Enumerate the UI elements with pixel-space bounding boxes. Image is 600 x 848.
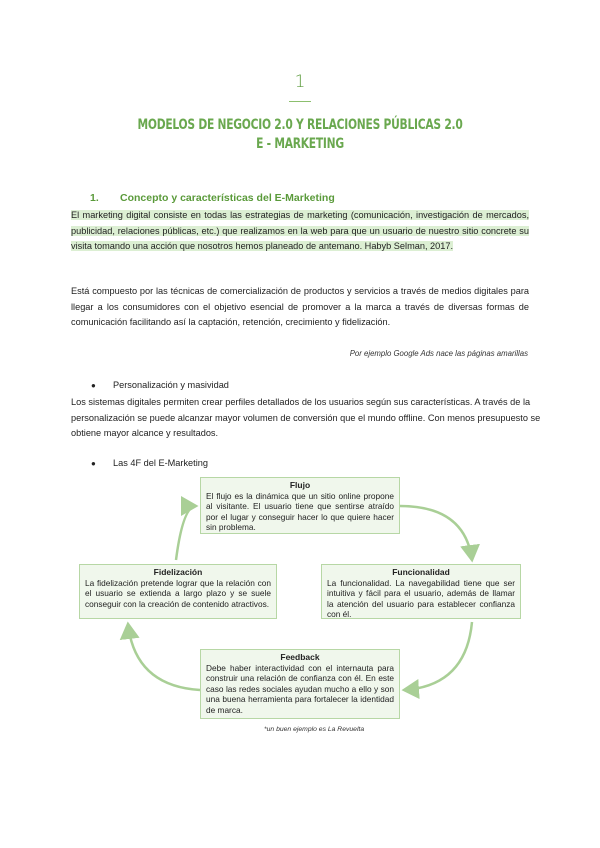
diagram-caption: *un buen ejemplo es La Revuelta (264, 726, 365, 733)
arrow-flujo-funcionalidad (400, 506, 472, 560)
section-title: Concepto y características del E-Marketing (120, 192, 335, 204)
example-note: Por ejemplo Google Ads nace las páginas amarillas (349, 349, 528, 358)
flujo-title: Flujo (289, 480, 311, 490)
composition-paragraph: Está compuesto por las técnicas de comercialización de productos y servicios a través de medios digitales para llegar a los consumidores con el objetivo esencial de promover a la marca a través de diversas formas de comunicación facilitando así la captación, retención, crecimiento y fidelización. (71, 286, 529, 327)
funcionalidad-title: Funcionalidad (392, 567, 450, 577)
personalization-paragraph: Los sistemas digitales permiten crear perfiles detallados de los usuarios según sus características. A través de la personalización se puede alcanzar mayor volumen de conversión que el mundo offline. Con menos presupuesto se obtiene mayor alcance y resultados. (71, 397, 541, 438)
highlighted-definition: El marketing digital consiste en todas las estrategias de marketing (comunicación, investigación de mercados, publicidad, relaciones públicas, etc.) que realizamos en la web para que un usuario de nuestro sitio concrete su visita tomando una acción que nosotros hemos planeado de antemano. Habyb Selman, 2017. (71, 210, 529, 251)
fidelizacion-title: Fidelización (153, 567, 203, 577)
feedback-box (200, 649, 400, 719)
funcionalidad-box (321, 564, 521, 619)
bullet-label: Las 4F del E-Marketing (113, 458, 208, 468)
arrow-funcionalidad-feedback (404, 622, 472, 690)
arrow-fidelizacion-flujo (176, 506, 196, 560)
bullet-dot-icon: ● (91, 381, 96, 390)
page-number: 1 (294, 72, 306, 92)
document-subtitle: E - MARKETING (256, 136, 344, 152)
section-number: 1. (90, 192, 99, 204)
flujo-box (200, 477, 400, 534)
funcionalidad-text: La funcionalidad. La navegabilidad tiene que ser intuitiva y fácil para el usuario, además de llamar la atención del usuario para establecer confianza con él. (327, 577, 515, 619)
document-title: MODELOS DE NEGOCIO 2.0 Y RELACIONES PÚBLICAS 2.0 (137, 117, 463, 133)
feedback-text: Debe haber interactividad con el internauta para construir una relación de confianza con él. En este caso las redes sociales ayudan mucho a ello y son una buena herramienta para fortalecer la identidad de marca. (206, 662, 394, 715)
bullet-dot-icon: ● (91, 459, 96, 468)
feedback-title: Feedback (280, 652, 320, 662)
flujo-text: El flujo es la dinámica que un sitio online propone al visitante. El usuario tiene que sentirse atraído por el lugar y conseguir hacer lo que quiere hacer sin problema. (206, 490, 394, 532)
arrow-feedback-fidelizacion (128, 624, 200, 690)
bullet-label: Personalización y masividad (113, 380, 229, 390)
fidelizacion-text: La fidelización pretende lograr que la relación con el usuario se extienda a largo plazo y se suele conseguir con la creación de contenido atractivos. (85, 577, 271, 609)
fidelizacion-box (79, 564, 277, 619)
